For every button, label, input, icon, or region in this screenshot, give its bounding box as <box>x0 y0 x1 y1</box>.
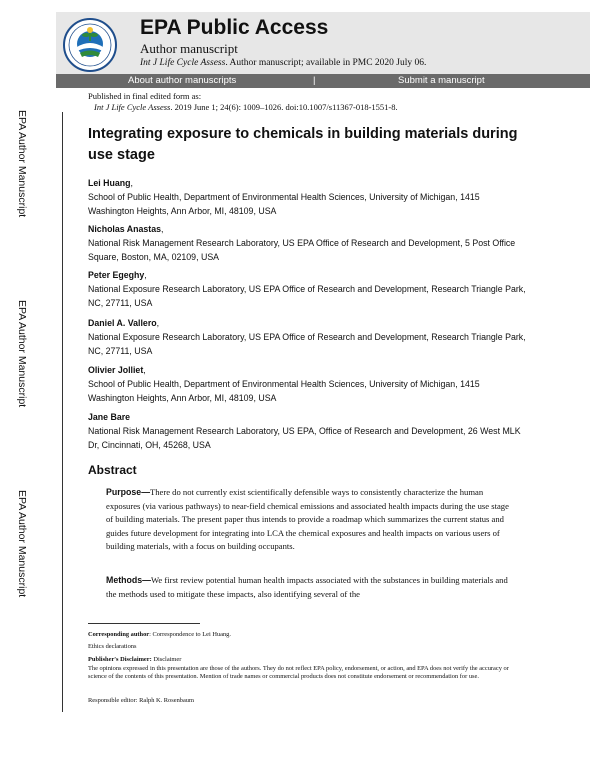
disclaimer-body: The opinions expressed in this presentation are those of the authors. They do not reflect EPA policy, endorsement, or action, and EPA does not verify the accuracy or science of the contents of this presentation. Mention of trade names or commercial products does not constitute endorsement or recommendation for use. <box>88 664 509 681</box>
epa-seal-icon <box>62 17 118 73</box>
submit-manuscript-link[interactable]: Submit a manuscript <box>398 75 485 86</box>
published-citation <box>94 102 398 112</box>
methods-text: We first review potential human health impacts associated with the substances in building materials and the methods used to mitigate these impacts, also identifying several of the <box>106 575 508 599</box>
side-label-2: EPA Author Manuscript <box>16 300 28 408</box>
ethics-note: Ethics declarations <box>88 643 137 650</box>
page-title: EPA Public Access <box>140 16 329 39</box>
author-entry: Olivier Jolliet, School of Public Health, Department of Environmental Health Sciences, University of Michigan, 1415 Washington Heights, Ann Arbor, MI, 48109, USA <box>88 365 480 403</box>
author-affiliation: School of Public Health, Department of Environmental Health Sciences, University of Michigan, 1415 Washington Heights, Ann Arbor, MI, 48109, USA <box>88 379 480 403</box>
journal-name: Int J Life Cycle Assess <box>140 58 226 68</box>
purpose-label: Purpose— <box>106 487 150 497</box>
author-entry <box>88 410 528 452</box>
author-name: Jane Bare <box>88 412 131 422</box>
author-affiliation: School of Public Health, Department of Environmental Health Sciences, University of Michigan, 1415 Washington Heights, Ann Arbor, MI, 48109, USA <box>88 192 480 216</box>
about-manuscripts-link[interactable]: About author manuscripts <box>128 75 237 86</box>
manuscript-label: Author manuscript <box>140 41 238 56</box>
published-journal: Int J Life Cycle Assess <box>94 102 171 112</box>
published-details: . 2019 June 1; 24(6): 1009–1026. doi:10.1007/s11367-018-1551-8. <box>170 102 398 112</box>
abstract-methods <box>106 574 518 601</box>
disclaimer-title: Disclaimer <box>151 656 182 663</box>
methods-label: Methods— <box>106 575 151 585</box>
responsible-editor-note: Responsible editor: Ralph K. Rosenbaum <box>88 697 194 704</box>
side-label-1: EPA Author Manuscript <box>16 110 28 218</box>
footnote-rule <box>88 623 200 624</box>
side-label-3: EPA Author Manuscript <box>16 490 28 598</box>
disclaimer-label: Publisher's Disclaimer: <box>88 656 152 663</box>
author-name: Olivier Jolliet <box>88 365 144 375</box>
author-affiliation: National Exposure Research Laboratory, US EPA Office of Research and Development, Research Triangle Park, NC, 27711, USA <box>88 284 526 308</box>
nav-bar <box>56 74 590 88</box>
published-label: Published in final edited form as: <box>88 91 202 101</box>
corresponding-text: : Correspondence to Lei Huang. <box>149 631 231 638</box>
author-entry: Lei Huang, School of Public Health, Department of Environmental Health Sciences, University of Michigan, 1415 Washington Heights, Ann Arbor, MI, 48109, USA <box>88 178 480 216</box>
corresponding-author-note <box>88 631 518 640</box>
author-entry: Daniel A. Vallero, National Exposure Research Laboratory, US EPA Office of Research and Development, Research Triangle Park, NC, 27711, USA <box>88 318 526 356</box>
author-name: Peter Egeghy <box>88 270 145 280</box>
author-name: Nicholas Anastas <box>88 224 162 234</box>
author-entry: Nicholas Anastas, National Risk Management Research Laboratory, US EPA Office of Research and Development, 5 Post Office Square, Boston, MA, 02109, USA <box>88 224 516 262</box>
abstract-heading: Abstract <box>88 463 137 477</box>
author-affiliation: National Exposure Research Laboratory, US EPA Office of Research and Development, Research Triangle Park, NC, 27711, USA <box>88 332 526 356</box>
author-entry: Peter Egeghy, National Exposure Research Laboratory, US EPA Office of Research and Development, Research Triangle Park, NC, 27711, USA <box>88 270 526 308</box>
journal-line <box>140 58 426 68</box>
author-name: Daniel A. Vallero <box>88 318 157 328</box>
author-affiliation: National Risk Management Research Laboratory, US EPA, Office of Research and Development, 26 West MLK Dr, Cincinnati, OH, 45268, USA <box>88 426 521 450</box>
margin-rule <box>62 112 63 712</box>
nav-separator: | <box>313 75 316 86</box>
corresponding-label: Corresponding author <box>88 631 150 638</box>
author-affiliation: National Risk Management Research Laboratory, US EPA Office of Research and Development, 5 Post Office Square, Boston, MA, 02109, USA <box>88 238 516 262</box>
article-title: Integrating exposure to chemicals in building materials during use stage <box>88 126 518 163</box>
purpose-text: There do not currently exist scientifically defensible ways to consistently characterize the human exposures (via various pathways) to near-field chemical emissions and associated health impacts during the use stage of building materials. The present paper thus intends to provide a roadmap which summarizes the current status and guides future development for integrating into LCA the chemical exposures and health impacts on various users of building materials, with a focus on building occupants. <box>106 487 509 552</box>
author-name: Lei Huang <box>88 178 131 188</box>
disclaimer-note <box>88 656 518 682</box>
abstract-purpose <box>106 486 518 554</box>
journal-availability: . Author manuscript; available in PMC 2020 July 06. <box>225 58 427 68</box>
